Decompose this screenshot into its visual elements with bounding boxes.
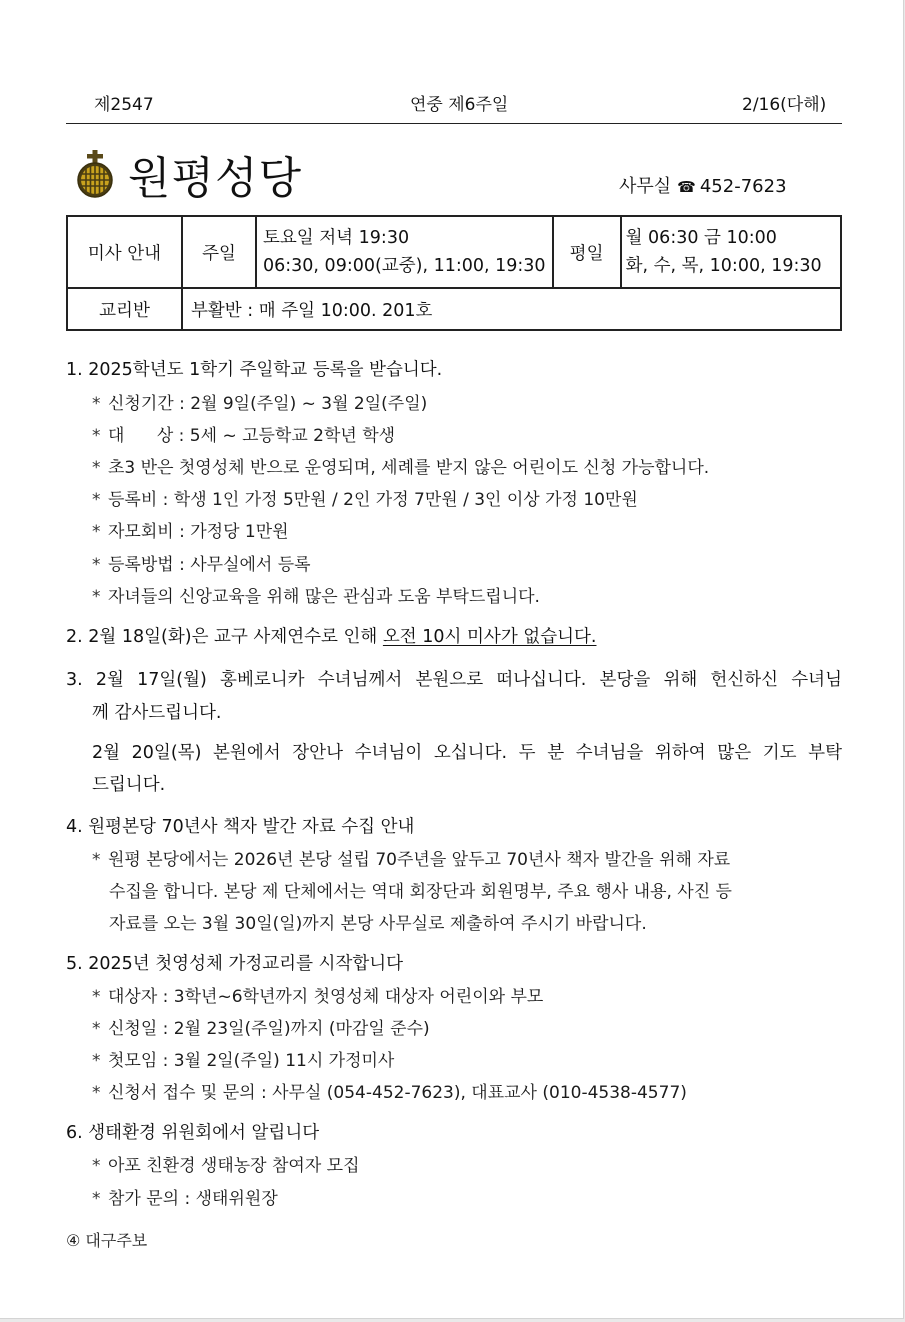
notice-3-line4: 드립니다.	[92, 775, 166, 795]
list-item: * 원평 본당에서는 2026년 본당 설립 70주년을 앞두고 70년사 책자 발간을 위해 자료	[92, 850, 731, 870]
parish-title: 원평성당	[128, 153, 303, 204]
notice-4-line2: 수집을 합니다. 본당 제 단체에서는 역대 회장단과 회원명부, 주요 행사 내용, 사진 등	[109, 882, 732, 902]
notice-4-line3: 자료를 오는 3월 30일(일)까지 본당 사무실로 제출하여 주시기 바랍니다.	[109, 914, 647, 934]
notice-4-title: 4. 원평본당 70년사 책자 발간 자료 수집 안내	[66, 817, 415, 837]
bullet-icon: *	[92, 490, 101, 510]
bullet-icon: *	[92, 587, 101, 607]
bullet-icon: *	[92, 1019, 101, 1039]
mass-label: 미사 안내	[67, 216, 182, 288]
weekday-times-line1: 월 06:30 금 10:00	[625, 228, 777, 248]
bullet-icon: *	[92, 987, 101, 1007]
sunday-times	[256, 216, 553, 288]
bullet-icon: *	[92, 458, 101, 478]
list-item: * 자모회비 : 가정당 1만원	[92, 522, 289, 542]
sunday-times-line2: 06:30, 09:00(교중), 11:00, 19:30	[263, 256, 546, 276]
liturgical-week: 연중 제6주일	[410, 95, 509, 115]
issue-number: 제2547	[94, 95, 154, 115]
list-item: * 신청서 접수 및 문의 : 사무실 (054-452-7623), 대표교사 (010-4538-4577)	[92, 1083, 687, 1103]
notice-2: 2. 2월 18일(화)은 교구 사제연수로 인해 오전 10시 미사가 없습니다.	[66, 627, 597, 647]
notice-3-line1: 3. 2월 17일(월) 홍베로니카 수녀님께서 본원으로 떠나십니다. 본당을 위해 헌신하신 수녀님	[66, 670, 842, 690]
list-item: * 등록비 : 학생 1인 가정 5만원 / 2인 가정 7만원 / 3인 이상 가정 10만원	[92, 490, 638, 510]
list-item: * 참가 문의 : 생태위원장	[92, 1189, 278, 1209]
list-item: * 대상자 : 3학년~6학년까지 첫영성체 대상자 어린이와 부모	[92, 987, 544, 1007]
bullet-icon: *	[92, 1051, 101, 1071]
catechism-text: 부활반 : 매 주일 10:00. 201호	[182, 288, 841, 330]
sunday-times-line1: 토요일 저녁 19:30	[263, 228, 410, 248]
notice-5-title: 5. 2025년 첫영성체 가정교리를 시작합니다	[66, 954, 404, 974]
list-item: * 첫모임 : 3월 2일(주일) 11시 가정미사	[92, 1051, 395, 1071]
list-item: * 대 상 : 5세 ~ 고등학교 2학년 학생	[92, 426, 396, 446]
bullet-icon: *	[92, 850, 101, 870]
bullet-icon: *	[92, 1083, 101, 1103]
office-label: 사무실	[619, 176, 672, 197]
church-logo-icon	[76, 150, 114, 198]
weekday-times-line2: 화, 수, 목, 10:00, 19:30	[625, 256, 822, 276]
bullet-icon: *	[92, 555, 101, 575]
list-item: * 자녀들의 신앙교육을 위해 많은 관심과 도움 부탁드립니다.	[92, 587, 540, 607]
bullet-icon: *	[92, 426, 101, 446]
office-contact	[619, 172, 787, 198]
notice-1-title: 1. 2025학년도 1학기 주일학교 등록을 받습니다.	[66, 360, 443, 380]
notice-3-line2: 께 감사드립니다.	[92, 703, 222, 723]
bullet-icon: *	[92, 394, 101, 414]
sunday-label: 주일	[182, 216, 256, 288]
catechism-label: 교리반	[67, 288, 182, 330]
bullet-icon: *	[92, 1156, 101, 1176]
bullet-icon: *	[92, 1189, 101, 1209]
office-phone: 452-7623	[699, 176, 787, 197]
mass-schedule-table	[66, 215, 842, 331]
list-item: * 초3 반은 첫영성체 반으로 운영되며, 세례를 받지 않은 어린이도 신청 가능합니다.	[92, 458, 710, 478]
list-item: * 신청일 : 2월 23일(주일)까지 (마감일 준수)	[92, 1019, 430, 1039]
list-item: * 아포 친환경 생태농장 참여자 모집	[92, 1156, 360, 1176]
weekday-label: 평일	[553, 216, 621, 288]
weekday-times	[621, 216, 841, 288]
notice-3-line3: 2월 20일(목) 본원에서 장안나 수녀님이 오십니다. 두 분 수녀님을 위하여 많은 기도 부탁	[92, 743, 842, 763]
list-item: * 등록방법 : 사무실에서 등록	[92, 555, 311, 575]
notice-2-highlight: 오전 10시 미사가 없습니다.	[382, 627, 597, 647]
notice-6-title: 6. 생태환경 위원회에서 알립니다	[66, 1123, 320, 1143]
header-divider	[66, 123, 842, 124]
phone-icon: ☎	[677, 178, 696, 196]
page-footer: ④ 대구주보	[66, 1231, 148, 1250]
bullet-icon: *	[92, 522, 101, 542]
list-item: * 신청기간 : 2월 9일(주일) ~ 3월 2일(주일)	[92, 394, 428, 414]
issue-date: 2/16(다해)	[742, 95, 827, 115]
